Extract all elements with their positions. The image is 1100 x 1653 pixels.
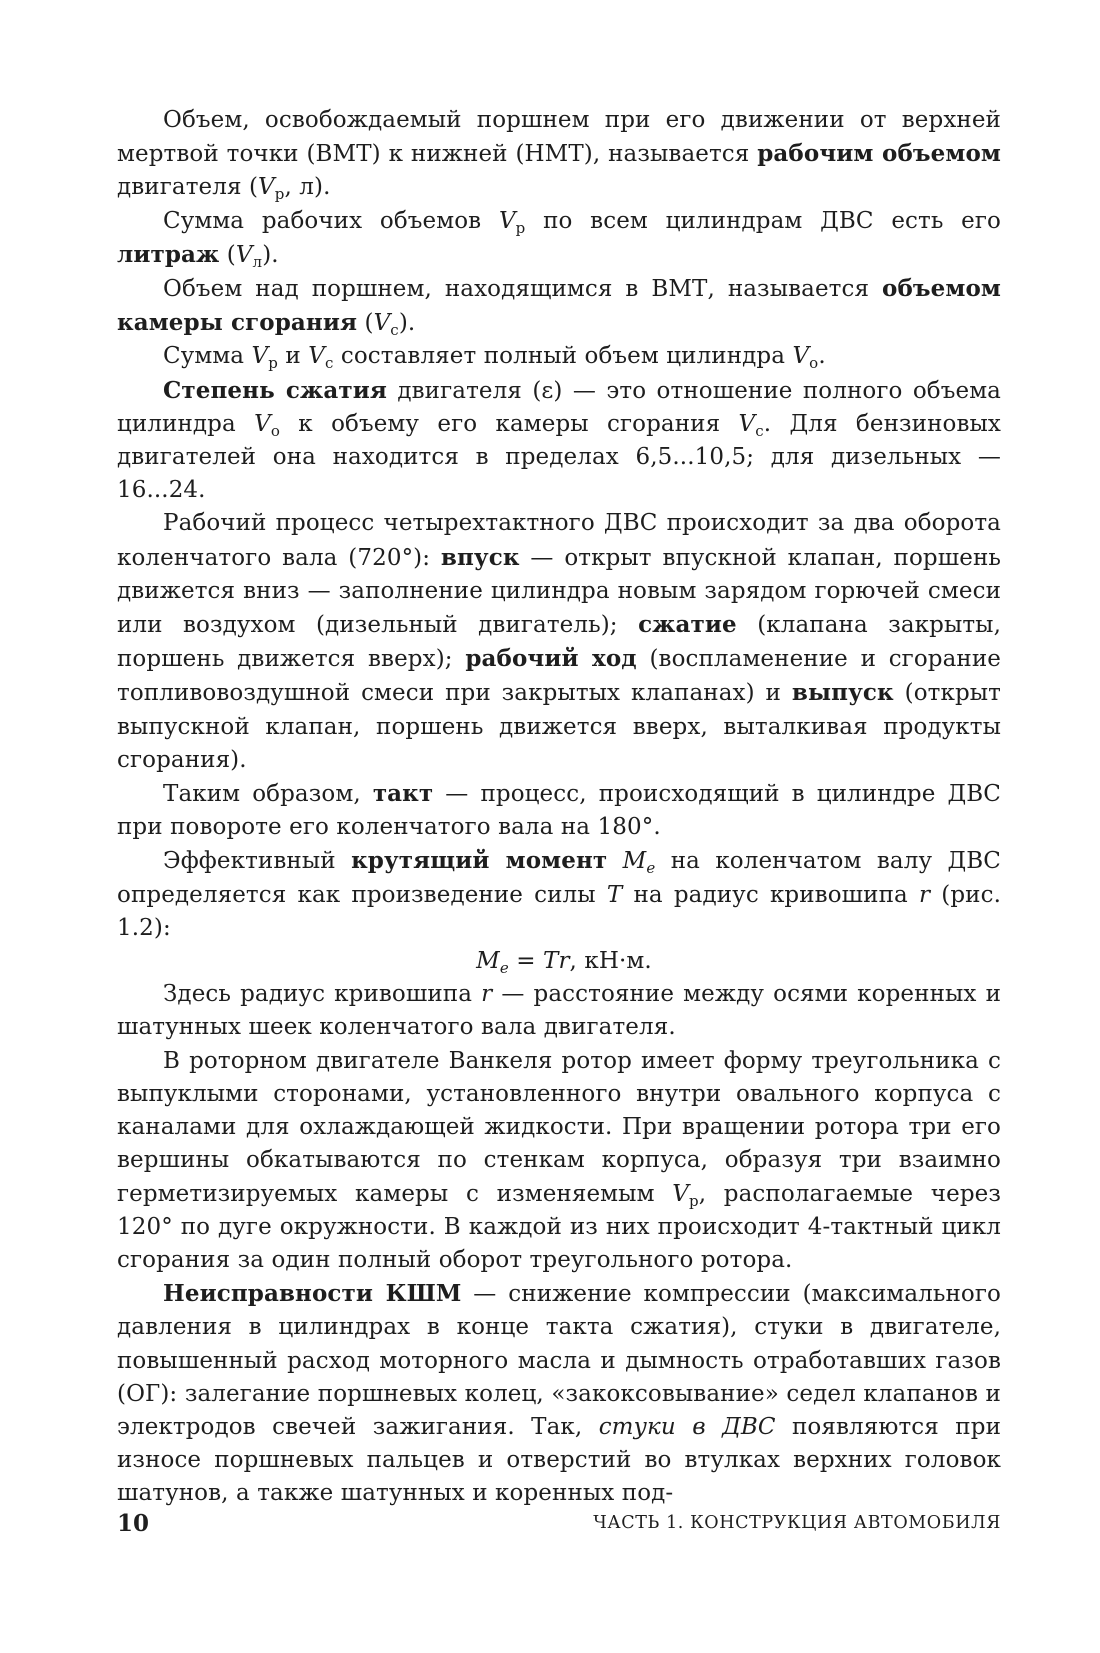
text-run: V — [258, 174, 275, 201]
text-run: о — [809, 354, 819, 373]
text-run: (воспламенение и сгорание топливовоздушной смеси при закрытых клапанах) и — [117, 646, 1001, 707]
text-run: V — [308, 343, 325, 370]
text-run: Эффективный — [163, 848, 352, 875]
text-run: , располагаемые через 120° по дуге окружности. В каждой из них происходит 4-тактный цикл сгорания за один полный оборот треугольного ротора. — [117, 1180, 1001, 1273]
text-run: р — [688, 1191, 699, 1210]
text-run: V — [373, 310, 391, 337]
paragraph-stroke-definition — [117, 777, 1001, 844]
text-run: впуск — [440, 543, 520, 571]
text-run — [607, 848, 622, 874]
text-run: V — [738, 410, 756, 437]
text-run: ). — [398, 310, 416, 337]
text-run: по всем цилиндрам ДВС есть его — [525, 207, 1001, 234]
text-run: V — [498, 207, 516, 234]
text-run: M — [622, 848, 647, 875]
text-run: Таким образом, — [163, 781, 373, 808]
text-run: V — [672, 1180, 689, 1207]
text-run: объемом камеры сгорания — [117, 275, 1001, 337]
text-run: ( — [357, 310, 374, 337]
text-run: r — [919, 881, 931, 908]
text-run: (открыт выпускной клапан, поршень движется вверх, выталкивая продукты сгорания). — [117, 680, 1001, 773]
text-run: составляет полный объем цилиндра — [333, 343, 793, 370]
text-run: Сумма — [163, 343, 252, 370]
text-run: — расстояние между осями коренных и шатунных шеек коленчатого вала двигателя. — [117, 981, 1001, 1041]
paragraph-torque — [117, 844, 1001, 945]
text-run: (клапана закрыты, поршень движется вверх); — [117, 612, 1001, 673]
text-run: Tr — [543, 948, 570, 975]
text-run: V — [235, 241, 253, 268]
text-run: M — [476, 948, 500, 975]
page-footer — [117, 1510, 1001, 1544]
text-run: с — [755, 421, 764, 440]
text-run: ( — [219, 241, 236, 268]
text-run: Здесь радиус кривошипа — [163, 981, 482, 1008]
text-run: литраж — [117, 240, 220, 268]
text-run: стуки в ДВС — [598, 1413, 776, 1440]
text-run: такт — [372, 780, 434, 808]
paragraph-compression-ratio — [117, 374, 1001, 508]
text-run: В роторном двигателе Ванкеля ротор имеет форму треугольника с выпуклыми сторонами, установленного внутри овального корпуса с каналами для охлаждающей жидкости. При вращении ротора три его вершины обкатываются по стенкам корпуса, образуя три взаимно герметизируемых камеры с изменяемым — [117, 1047, 1001, 1207]
text-run: Степень сжатия — [163, 376, 387, 404]
text-run: р — [515, 218, 526, 237]
text-run: выпуск — [791, 679, 894, 707]
text-run: . Для бензиновых двигателей она находится в пределах 6,5...10,5; для дизельных — 16...24. — [117, 410, 1001, 504]
text-run: V — [254, 410, 271, 437]
text-run: л — [252, 252, 263, 271]
paragraph-combustion-chamber — [117, 272, 1001, 340]
paragraph-working-volume — [117, 104, 1001, 205]
paragraph-total-volume — [117, 340, 1001, 373]
torque-formula — [117, 945, 1001, 978]
text-run: — открыт впускной клапан, поршень движется вниз — заполнение цилиндра новым зарядом горючей смеси или воздухом (дизельный двигатель); — [117, 544, 1001, 639]
paragraph-four-stroke-cycle — [117, 507, 1001, 777]
text-run: Неисправности КШМ — [163, 1280, 462, 1308]
text-run: р — [268, 354, 278, 373]
running-title: ЧАСТЬ 1. КОНСТРУКЦИЯ АВТОМОБИЛЯ — [593, 1513, 1001, 1533]
text-run: р — [274, 185, 285, 204]
text-run: рабочий ход — [465, 645, 637, 673]
text-run: e — [646, 859, 656, 878]
text-run: о — [270, 421, 280, 440]
text-run: r — [481, 981, 493, 1008]
text-run: = — [508, 948, 543, 975]
text-run: Объем, освобождаемый поршнем при его движении от верхней мертвой точки (ВМТ) к нижней (НМТ), называется — [117, 107, 1001, 168]
text-run: (рис. 1.2): — [117, 881, 1001, 941]
text-run: сжатие — [638, 611, 737, 639]
text-run: — снижение компрессии (максимального давления в цилиндрах в конце такта сжатия), стуки в двигателе, повышенный расход моторного масла и дымность отработавших газов (ОГ): залегание поршневых колец, «закоксовывание» седел клапанов и электродов свечей зажигания. Так, — [117, 1281, 1001, 1440]
text-run: V — [251, 343, 269, 370]
text-run: T — [606, 881, 623, 908]
page-number: 10 — [117, 1510, 150, 1537]
text-run: Объем над поршнем, находящимся в ВМТ, называется — [163, 276, 883, 303]
text-run: , л). — [284, 174, 331, 201]
body-text — [117, 104, 1001, 1511]
text-run: к объему его камеры сгорания — [279, 410, 739, 437]
text-run: V — [792, 343, 810, 370]
paragraph-malfunctions — [117, 1277, 1001, 1510]
text-run: e — [499, 959, 509, 978]
text-run: двигателя ( — [117, 174, 259, 201]
text-run: появляются при износе поршневых пальцев и отверстий во втулках верхних головок шатунов, а также шатунных и коренных под- — [117, 1413, 1001, 1507]
text-run: на коленчатом валу ДВС определяется как произведение силы — [117, 848, 1001, 908]
paragraph-wankel-engine — [117, 1045, 1001, 1277]
text-run: рабочим объемом — [757, 140, 1001, 168]
text-run: с — [390, 321, 399, 340]
text-run: Рабочий процесс четырехтактного ДВС происходит за два оборота коленчатого вала (720°): — [117, 510, 1001, 571]
text-run: на радиус кривошипа — [622, 881, 919, 908]
text-run: с — [324, 354, 334, 373]
text-run: Сумма рабочих объемов — [163, 207, 499, 234]
text-run: . — [818, 343, 826, 370]
text-run: и — [277, 343, 309, 370]
paragraph-crank-radius — [117, 978, 1001, 1044]
text-run: двигателя (ε) — это отношение полного объема цилиндра — [117, 377, 1001, 437]
text-run: ). — [262, 241, 279, 268]
text-run: крутящий момент — [351, 847, 608, 875]
text-run: , кН·м. — [569, 948, 652, 975]
paragraph-displacement — [117, 205, 1001, 272]
text-run: — процесс, происходящий в цилиндре ДВС при повороте его коленчатого вала на 180°. — [117, 781, 1001, 841]
